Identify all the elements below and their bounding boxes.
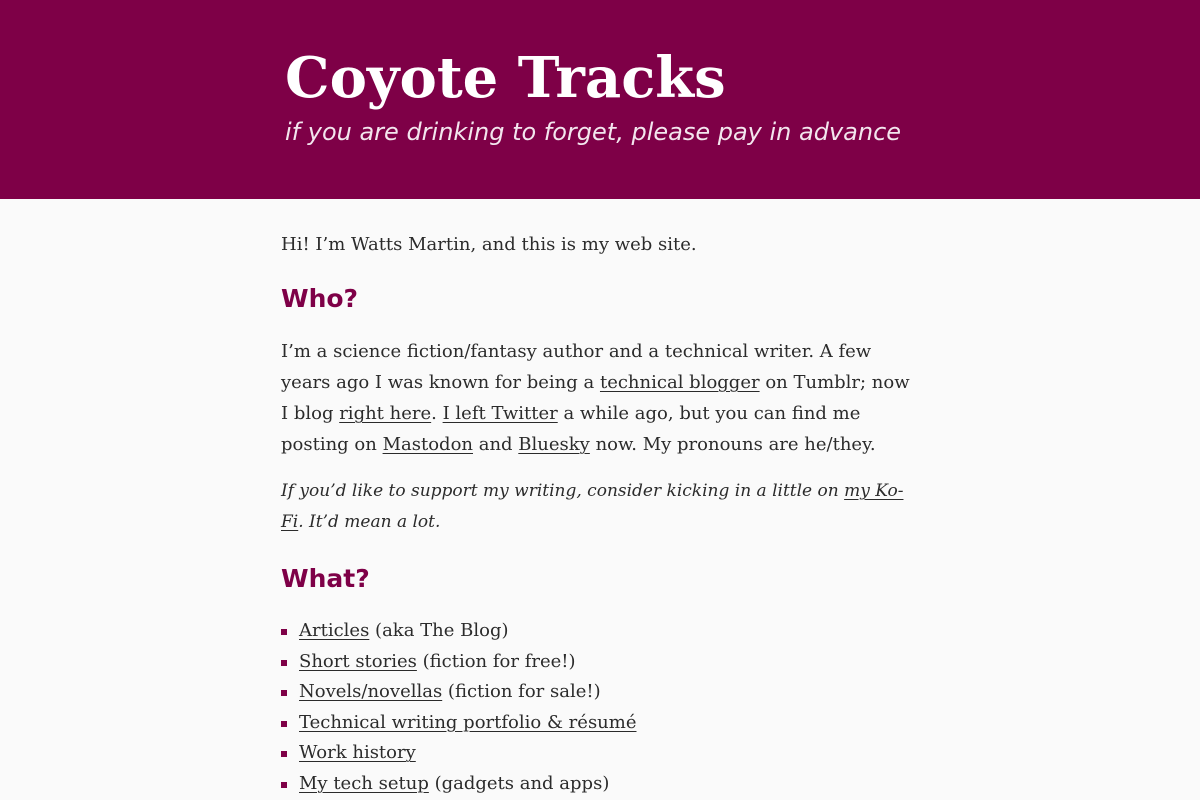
short-stories-link[interactable]: Short stories [299, 650, 417, 672]
support-paragraph [281, 476, 921, 538]
bullet-square-icon [281, 690, 287, 696]
list-item [281, 708, 921, 739]
who-text-3: . [431, 403, 443, 424]
bullet-square-icon [281, 629, 287, 635]
list-item [281, 647, 921, 678]
bullet-square-icon [281, 782, 287, 788]
bullet-square-icon [281, 751, 287, 757]
intro-text: Hi! I’m Watts Martin, and this is my web site. [281, 234, 697, 255]
bullet-square-icon [281, 721, 287, 727]
list-item-note: (aka The Blog) [369, 620, 509, 641]
mastodon-link[interactable]: Mastodon [382, 434, 473, 455]
novels-novellas-link[interactable]: Novels/novellas [299, 681, 443, 703]
who-text-6: now. My pronouns are he/they. [589, 434, 876, 455]
who-paragraph [281, 336, 921, 460]
ko-fi-link[interactable]: my Ko-Fi [281, 481, 904, 532]
technical-writing-portfolio-link[interactable]: Technical writing portfolio & résumé [299, 711, 637, 733]
list-item-note: (gadgets and apps) [428, 772, 610, 794]
left-twitter-link[interactable]: I left Twitter [442, 403, 558, 424]
who-text-5: and [473, 434, 519, 455]
who-text-2: on Tumblr; now I blog [281, 372, 910, 424]
what-list [281, 616, 921, 800]
right-here-link[interactable]: right here [339, 403, 432, 424]
technical-blogger-link[interactable]: technical blogger [599, 372, 760, 393]
support-text-2: . It’d mean a lot. [298, 512, 441, 532]
list-item [281, 738, 921, 769]
articles-link[interactable]: Articles [299, 620, 370, 641]
who-heading: Who? [281, 284, 359, 313]
who-text-4: a while ago, but you can find me posting on [281, 403, 861, 455]
who-text-1: I’m a science fiction/fantasy author and a technical writer. A few years ago I was known for being a [281, 341, 872, 393]
work-history-link[interactable]: Work history [299, 742, 416, 764]
site-tagline: if you are drinking to forget, please pay in advance [285, 118, 902, 146]
list-item-note: (fiction for free!) [416, 650, 576, 672]
bullet-square-icon [281, 660, 287, 666]
what-heading: What? [281, 564, 370, 593]
support-text-1: If you’d like to support my writing, consider kicking in a little on [281, 481, 845, 501]
tech-setup-link[interactable]: My tech setup [299, 772, 429, 794]
bluesky-link[interactable]: Bluesky [518, 434, 590, 455]
list-item [281, 677, 921, 708]
site-title[interactable]: Coyote Tracks [285, 45, 726, 111]
list-item [281, 616, 921, 647]
list-item [281, 769, 921, 800]
site-header [0, 0, 1200, 199]
list-item-note: (fiction for sale!) [442, 681, 601, 703]
main-content [281, 199, 921, 800]
